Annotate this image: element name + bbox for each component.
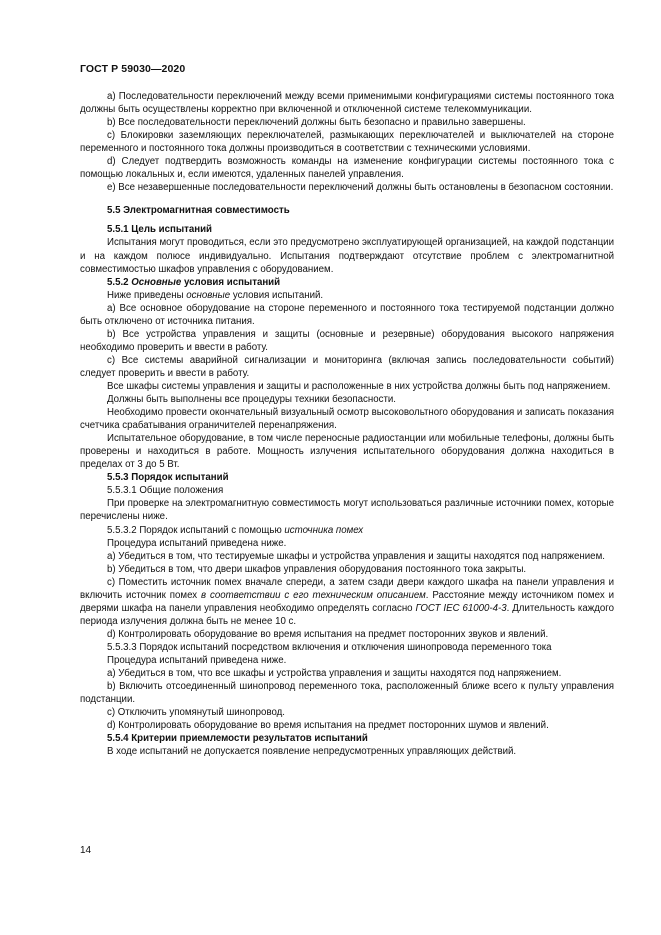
paragraph: Ниже приведены основные условия испытаний. xyxy=(107,289,324,301)
subsection-heading-5-5-3: 5.5.3 Порядок испытаний xyxy=(107,472,229,484)
list-item-d: d) Следует подтвердить возможность команды на изменение конфигурации системы постоянного тока с помощью локальных и, если имеются, удаленных панелей управления. xyxy=(80,156,614,181)
standard-header: ГОСТ Р 59030—2020 xyxy=(80,63,186,75)
list-item-b: b) Все устройства управления и защиты (основные и резервные) оборудования высокого напряжения необходимо проверить и ввести в работу. xyxy=(80,328,614,353)
list-item-c: c) Отключить упомянутый шинопровод. xyxy=(107,707,285,719)
page-number: 14 xyxy=(80,845,92,856)
list-item-e: e) Все незавершенные последовательности переключений должны быть остановлены в безопасном состоянии. xyxy=(107,182,614,194)
paragraph: В ходе испытаний не допускается появление непредусмотренных управляющих действий. xyxy=(107,746,517,758)
list-item-c: c) Все системы аварийной сигнализации и мониторинга (включая запись последовательности событий) следует проверить и ввести в работу. xyxy=(80,354,614,379)
paragraph: Испытательное оборудование, в том числе переносные радиостанции или мобильные телефоны, должны быть проверены и находиться в работе. Мощность излучения испытательного оборудования должна находиться в пределах от 3 до 5 Вт. xyxy=(80,433,614,471)
paragraph: Процедура испытаний приведена ниже. xyxy=(107,537,287,549)
paragraph: Все шкафы системы управления и защиты и расположенные в них устройства должны быть под напряжением. xyxy=(107,380,611,392)
list-item-a: a) Последовательности переключений между всеми применимыми конфигурациями системы постоянного тока должны быть осуществлены корректно при включенной и отключенной системе телекоммуникации. xyxy=(80,91,614,116)
list-item-c: c) Блокировки заземляющих переключателей, размыкающих переключателей и выключателей на стороне переменного и постоянного тока должны производиться в соответствии с техническими условиями. xyxy=(80,130,614,155)
heading-italic: Основные xyxy=(131,276,182,288)
heading-number: 5.5.2 xyxy=(107,276,132,288)
clause-5-5-3-2: 5.5.3.2 Порядок испытаний с помощью источника помех xyxy=(107,524,364,536)
clause-5-5-3-1: 5.5.3.1 Общие положения xyxy=(107,485,224,497)
list-item-d: d) Контролировать оборудование во время испытания на предмет посторонних звуков и явлений. xyxy=(107,628,549,640)
list-item-b: b) Все последовательности переключений должны быть безопасно и правильно завершены. xyxy=(107,117,526,129)
list-item-b: b) Включить отсоединенный шинопровод переменного тока, расположенный ближе всего к пульту управления подстанции. xyxy=(80,681,614,706)
document-body xyxy=(80,90,614,758)
heading-rest: условия испытаний xyxy=(181,276,281,288)
paragraph: Должны быть выполнены все процедуры техники безопасности. xyxy=(107,394,397,406)
list-item-c: c) Поместить источник помех вначале спереди, а затем сзади двери каждого шкафа на панели управления и включить источник помех в соответствии с его техническим описанием. Расстояние между источником помех и дверями шкафа на панели управления необходимо определять согласно ГОСТ IEC 61000-4-3. Длительность каждого периода излучения должна быть не менее 10 с. xyxy=(80,576,614,627)
section-heading-5-5: 5.5 Электромагнитная совместимость xyxy=(107,205,290,217)
paragraph: Испытания могут проводиться, если это предусмотрено эксплуатирующей организацией, на каждой подстанции и на каждом полюсе индивидуально. Испытания подтверждают отсутствие проблем с электромагнитной совместимостью шкафов управления с оборудованием. xyxy=(80,237,614,275)
paragraph: Процедура испытаний приведена ниже. xyxy=(107,654,287,666)
subsection-heading-5-5-2 xyxy=(80,276,614,289)
list-item-b: b) Убедиться в том, что двери шкафов управления оборудования постоянного тока закрыты. xyxy=(107,563,527,575)
list-item-d: d) Контролировать оборудование во время испытания на предмет посторонних шумов и явлений. xyxy=(107,720,549,732)
subsection-heading-5-5-4: 5.5.4 Критерии приемлемости результатов испытаний xyxy=(107,733,368,745)
list-item-a: a) Убедиться в том, что тестируемые шкафы и устройства управления и защиты находятся под напряжением. xyxy=(107,550,605,562)
clause-5-5-3-3: 5.5.3.3 Порядок испытаний посредством включения и отключения шинопровода переменного тока xyxy=(107,641,552,653)
list-item-a: a) Все основное оборудование на стороне переменного и постоянного тока тестируемой подстанции должно быть отключено от источника питания. xyxy=(80,302,614,327)
paragraph: Необходимо провести окончательный визуальный осмотр высоковольтного оборудования и записать показания счетчика срабатывания ограничителей перенапряжения. xyxy=(80,407,614,432)
subsection-heading-5-5-1: 5.5.1 Цель испытаний xyxy=(107,224,212,236)
list-item-a: a) Убедиться в том, что все шкафы и устройства управления и защиты находятся под напряжением. xyxy=(107,668,562,680)
paragraph: При проверке на электромагнитную совместимость могут использоваться различные источники помех, которые перечислены ниже. xyxy=(80,498,614,523)
